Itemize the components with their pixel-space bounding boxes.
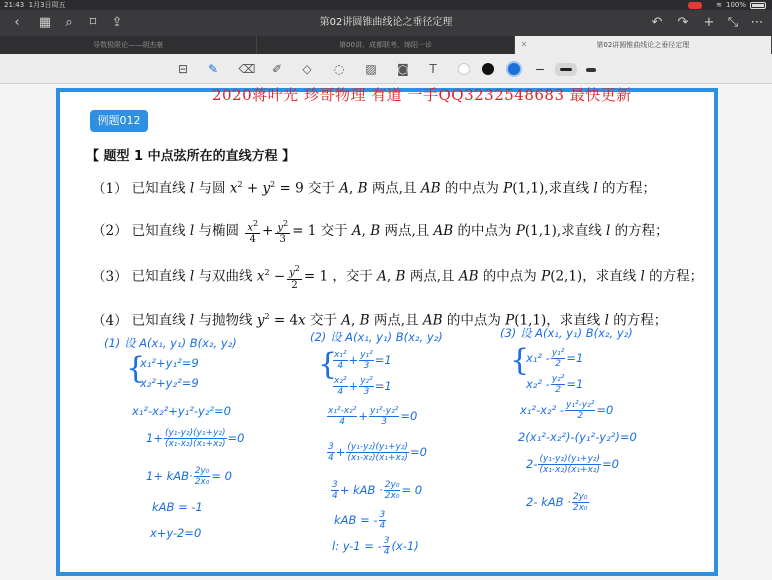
problem-4: （4） 已知直线 l 与抛物线 $y^2 = 4x$ 交于 A, B 两点,且 AB 的中点为 P(1,1)，求直线 l 的方程； bbox=[92, 312, 668, 329]
text: 已知直线 bbox=[131, 312, 186, 329]
problem-number: （1） bbox=[92, 180, 128, 197]
text: 与椭圆 bbox=[198, 223, 240, 240]
sidebar-icon[interactable]: ⊟ bbox=[177, 62, 189, 76]
fraction: $\frac{\text{y₁²-y₂²}}{2}$ bbox=[566, 400, 595, 421]
fraction: $\frac{\text{(y₁-y₂)(y₁+y₂)}}{\text{(x₁-x₂)(x₁+x₂)}}$ bbox=[164, 428, 226, 449]
text: 交于 bbox=[320, 223, 348, 240]
fraction: $\frac{\text{y₁²}}{3}$ bbox=[360, 350, 373, 371]
hw-text: =0 bbox=[400, 409, 418, 423]
battery-icon bbox=[750, 2, 766, 9]
highlighter-icon[interactable]: ✐ bbox=[271, 62, 283, 76]
problem-1: （1） 已知直线 l 与圆 $x^2 + y^2 = 9$ 交于 A, B 两点,且 AB 的中点为 P(1,1),求直线 l 的方程； bbox=[92, 180, 656, 197]
bookmark-icon[interactable]: ⌑ bbox=[89, 15, 97, 30]
tab-chengdu[interactable] bbox=[257, 36, 514, 54]
hw-text: =1 bbox=[566, 351, 584, 365]
fraction: $\frac{\text{x₁²}}{4}$ bbox=[334, 350, 347, 371]
handwriting-line: $\frac{\text{x₁²}}{4}$ + $\frac{\text{y₁²}}{3}$ =1 bbox=[334, 350, 392, 371]
text: 两点,且 bbox=[409, 268, 455, 285]
thick-stroke-option[interactable] bbox=[586, 68, 596, 72]
tab-conic[interactable] bbox=[515, 36, 772, 54]
text: 的中点为 bbox=[482, 268, 537, 285]
fraction: $\frac{3}{4}$ bbox=[383, 536, 390, 557]
handwriting-line bbox=[526, 454, 619, 475]
fraction: $\frac{\text{y₂²}}{2}$ bbox=[551, 374, 565, 395]
pen-icon[interactable]: ✎ bbox=[207, 62, 219, 76]
shapes-icon[interactable]: ◇ bbox=[302, 62, 312, 76]
text: 已知直线 bbox=[131, 268, 186, 285]
hw-text: =0 bbox=[227, 431, 245, 445]
handwriting-line: x₁²-x₂²+y₁²-y₂²=0 bbox=[132, 404, 231, 418]
fraction: $\frac{\text{y₂²}}{3}$ bbox=[360, 376, 373, 397]
search-icon[interactable]: ⌕ bbox=[65, 15, 73, 30]
status-bar bbox=[0, 0, 772, 10]
tab-label: 第00讲、成都联考、绵阳一诊 bbox=[339, 41, 432, 49]
handwriting-line bbox=[146, 466, 232, 487]
hw-text: l: y-1 = bbox=[332, 539, 374, 553]
handwriting-line bbox=[146, 428, 244, 449]
handwriting-line: x₁² - $\frac{\text{y₁²}}{2}$ =1 bbox=[526, 348, 584, 369]
fraction: $\frac{\text{2y₀}}{\text{2x₀}}$ bbox=[384, 480, 400, 501]
fraction: $\frac{\text{y₁²}}{2}$ bbox=[551, 348, 565, 369]
title-bar bbox=[0, 10, 772, 36]
fraction: $\frac{y^2}{3}$ bbox=[277, 219, 289, 246]
handwriting-line: $\frac{3}{4}$ + kAB · $\frac{\text{2y₀}}{\text{2x₀}}$ = 0 bbox=[332, 480, 423, 501]
problem-2: （2） 已知直线 l 与椭圆 $\frac{x^2}{4}$ + $\frac{y^2}{3}$ = 1 交于 A, B 两点,且 AB 的中点为 P(1,1),求直线 l 的方程； bbox=[92, 219, 669, 246]
handwriting-line: 2(x₁²-x₂²)-(y₁²-y₂²)=0 bbox=[518, 430, 637, 444]
camera-icon[interactable]: ◙ bbox=[397, 62, 409, 76]
example-badge: 例题012 bbox=[90, 110, 148, 132]
handwriting-line: x₁²-x₂² - $\frac{\text{y₁²-y₂²}}{2}$ =0 bbox=[520, 400, 614, 421]
fraction: $\frac{\text{(y₁-y₂)(y₁+y₂)}}{\text{(x₁-x₂)(x₁+x₂)}}$ bbox=[347, 442, 408, 463]
image-icon[interactable]: ▨ bbox=[365, 62, 377, 76]
handwriting-line: (1) 设 A(x₁, y₁) B(x₂, y₂) bbox=[104, 336, 237, 350]
hw-text: =1 bbox=[566, 377, 584, 391]
document-title: 第02讲圆锥曲线论之垂径定理 bbox=[319, 17, 453, 28]
hw-text: = 0 bbox=[211, 469, 232, 483]
brace: { bbox=[126, 351, 146, 386]
more-icon[interactable]: ⋯ bbox=[750, 15, 764, 30]
hw-text: 1+ bbox=[146, 431, 163, 445]
handwriting-line: $\frac{3}{4}$ + $\frac{\text{(y₁-y₂)(y₁+y₂)}}{\text{(x₁-x₂)(x₁+x₂)}}$ =0 bbox=[328, 442, 427, 463]
section-title: 【 题型 1 中点弦所在的直线方程 】 bbox=[86, 149, 296, 164]
color-white-swatch[interactable] bbox=[458, 63, 470, 75]
hw-text: =0 bbox=[602, 457, 619, 471]
share-icon[interactable]: ⇪ bbox=[111, 15, 123, 30]
problem-number: （3） bbox=[92, 268, 128, 285]
handwriting-line: (2) 设 A(x₁, y₁) B(x₂, y₂) bbox=[310, 330, 443, 344]
back-chevron-icon[interactable]: ‹ bbox=[14, 15, 20, 30]
handwriting-line: kAB = -1 bbox=[152, 500, 203, 514]
handwriting-line: x₂²+y₂²=9 bbox=[140, 376, 199, 390]
hw-text: =0 bbox=[409, 445, 427, 459]
handwriting-line: l: y-1 = - $\frac{3}{4}$ (x-1) bbox=[332, 536, 419, 557]
close-icon[interactable]: ✕ bbox=[520, 40, 528, 49]
status-time-date bbox=[4, 0, 66, 10]
color-black-swatch[interactable] bbox=[482, 63, 494, 75]
hw-text: 2- kAB bbox=[526, 495, 564, 509]
text: 的中点为 bbox=[446, 312, 501, 329]
collapse-icon[interactable]: ⤡ bbox=[727, 15, 739, 30]
fraction: $\frac{\text{(y₁-y₂)(y₁+y₂)}}{\text{(x₁-x₂)(x₁+x₂)}}$ bbox=[539, 454, 601, 475]
fraction: $\frac{x^2}{4}$ bbox=[247, 219, 259, 246]
text: 的中点为 bbox=[457, 223, 512, 240]
text: ,求直线 bbox=[556, 223, 602, 240]
fraction: $\frac{3}{4}$ bbox=[379, 510, 386, 531]
hw-text: =1 bbox=[374, 353, 392, 367]
text: ，交于 bbox=[332, 268, 373, 285]
text: 两点,且 bbox=[384, 223, 430, 240]
text: 的方程； bbox=[649, 268, 704, 285]
text: 的方程； bbox=[602, 180, 656, 197]
text: 的中点为 bbox=[444, 180, 499, 197]
problem-number: （2） bbox=[92, 223, 128, 240]
handwriting-line: kAB = - $\frac{3}{4}$ bbox=[334, 510, 386, 531]
handwriting-line: x₂² - $\frac{\text{y₂²}}{2}$ =1 bbox=[526, 374, 584, 395]
handwriting-line: x₁²+y₁²=9 bbox=[140, 356, 199, 370]
recording-indicator-icon bbox=[688, 2, 702, 9]
brace: { bbox=[510, 343, 530, 378]
battery-percent: 100% bbox=[725, 1, 746, 9]
fraction: $\frac{\text{y₁²-y₂²}}{3}$ bbox=[369, 406, 399, 427]
hw-text: kAB = bbox=[334, 513, 370, 527]
wifi-icon: ≋ bbox=[716, 1, 722, 9]
hw-text: =0 bbox=[596, 403, 614, 417]
problem-number: （4） bbox=[92, 312, 128, 329]
text-icon[interactable]: T bbox=[429, 62, 437, 76]
problem-3: （3） 已知直线 l 与双曲线 $x^2$ − $\frac{y^2}{2}$ = 1 ，交于 A, B 两点,且 AB 的中点为 P(2,1)，求直线 l 的方程； bbox=[92, 264, 704, 291]
text: 与圆 bbox=[198, 180, 226, 197]
handwriting-line: 2- kAB · $\frac{\text{2y₀}}{\text{2x₀}}$ bbox=[526, 492, 588, 513]
medium-stroke-option[interactable] bbox=[560, 68, 572, 71]
handwriting-line: x+y-2=0 bbox=[150, 526, 202, 540]
text: ，求直线 bbox=[546, 312, 601, 329]
text: 的方程； bbox=[614, 223, 669, 240]
text: 交于 bbox=[307, 180, 335, 197]
tab-label: 第02讲圆锥曲线论之垂径定理 bbox=[596, 41, 690, 49]
text: 与双曲线 bbox=[198, 268, 253, 285]
hw-text: =1 bbox=[374, 379, 392, 393]
undo-icon[interactable]: ↶ bbox=[651, 15, 663, 30]
fraction: $\frac{\text{x₂²}}{4}$ bbox=[334, 376, 347, 397]
handwriting-line: (3) 设 A(x₁, y₁) B(x₂, y₂) bbox=[500, 326, 633, 340]
eraser-icon[interactable]: ⌫ bbox=[238, 62, 256, 76]
hw-text: 2- bbox=[526, 457, 538, 471]
fraction: $\frac{\text{2y₀}}{\text{2x₀}}$ bbox=[572, 492, 588, 513]
thin-stroke-option[interactable] bbox=[536, 69, 544, 70]
text: 两点,且 bbox=[371, 180, 417, 197]
document-tabs bbox=[0, 36, 772, 54]
tab-label: 导数极限论——胡杰豪 bbox=[93, 41, 164, 49]
fraction: $\frac{y^2}{2}$ bbox=[289, 264, 300, 291]
color-blue-swatch[interactable] bbox=[508, 63, 520, 75]
handwriting-line: $\frac{\text{x₂²}}{4}$ + $\frac{\text{y₂²}}{3}$ =1 bbox=[334, 376, 392, 397]
text: 交于 bbox=[309, 312, 337, 329]
add-page-icon[interactable]: + bbox=[703, 15, 715, 30]
handwriting-line: $\frac{\text{x₁²-x₂²}}{4}$ + $\frac{\text{y₁²-y₂²}}{3}$ =0 bbox=[328, 406, 418, 427]
text: 已知直线 bbox=[131, 180, 186, 197]
drawing-toolbar bbox=[0, 54, 772, 84]
lasso-icon[interactable]: ◌ bbox=[333, 62, 345, 76]
text: 已知直线 bbox=[131, 223, 186, 240]
status-date: 1月3日周五 bbox=[28, 1, 66, 9]
text: ,求直线 bbox=[544, 180, 590, 197]
watermark-text: 2020蒋叶光 珍哥物理 有道 一手QQ3232548683 最快更新 bbox=[212, 86, 632, 104]
brace: { bbox=[318, 347, 338, 382]
fraction: $\frac{\text{x₁²-x₂²}}{4}$ bbox=[328, 406, 357, 427]
fraction: $\frac{3}{4}$ bbox=[328, 442, 334, 463]
status-time: 21:43 bbox=[4, 1, 25, 9]
text: 的方程； bbox=[613, 312, 668, 329]
status-right bbox=[688, 0, 766, 10]
tab-derivative[interactable] bbox=[0, 36, 257, 54]
text: 与抛物线 bbox=[198, 312, 253, 329]
text: ，求直线 bbox=[582, 268, 637, 285]
hw-text: 1+ kAB· bbox=[146, 469, 193, 483]
fraction: $\frac{\text{2y₀}}{\text{2x₀}}$ bbox=[194, 466, 210, 487]
grid-icon[interactable]: ▦ bbox=[38, 15, 52, 30]
redo-icon[interactable]: ↷ bbox=[677, 15, 689, 30]
fraction: $\frac{3}{4}$ bbox=[332, 480, 338, 501]
text: 两点,且 bbox=[373, 312, 419, 329]
